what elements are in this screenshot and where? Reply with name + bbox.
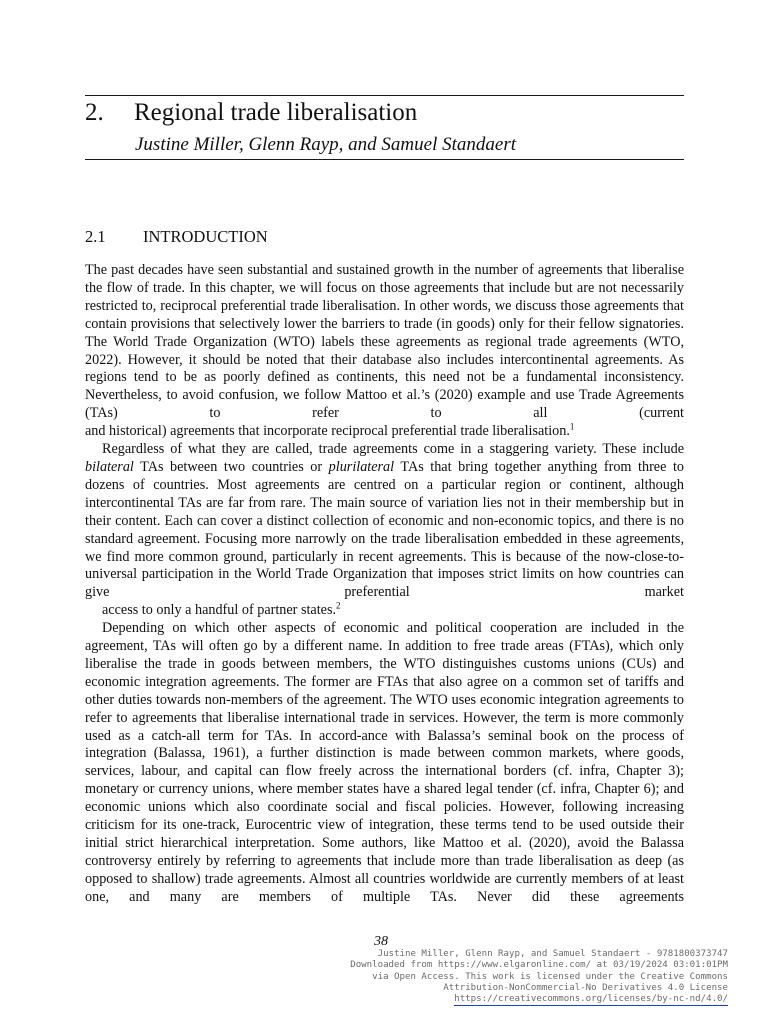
page-number: 38 xyxy=(374,934,388,949)
chapter-bottom-rule xyxy=(85,159,684,160)
paragraph-3 xyxy=(85,620,684,907)
download-stamp xyxy=(350,949,728,1005)
emphasis-plurilateral: plurilateral xyxy=(328,458,395,475)
stamp-line: Downloaded from https://www.elgaronline.com/ at 03/19/2024 03:01:01PM xyxy=(350,960,728,971)
section-number: 2.1 xyxy=(85,227,106,246)
section-heading xyxy=(85,226,268,248)
stamp-line: Justine Miller, Glenn Rayp, and Samuel Standaert - 9781800373747 xyxy=(377,949,728,959)
chapter-title: Regional trade liberalisation xyxy=(134,99,418,126)
license-link[interactable]: https://creativecommons.org/licenses/by-nc-nd/4.0/ xyxy=(454,994,728,1005)
stamp-line: Attribution-NonCommercial-No Derivatives 4.0 License xyxy=(443,982,728,993)
paragraph-last-line: and historical) agreements that incorporate reciprocal preferential trade liberalisation.$^1$ xyxy=(85,421,575,440)
emphasis-bilateral: bilateral xyxy=(85,458,134,475)
paragraph-2: Regardless of what they are called, trade agreements come in a staggering variety. These include bilateral TAs between two countries or plurilateral TAs that bring together anything from three to dozens of countries. Most agreements are centred on a particular region or continent, although intercontinental TAs are far from rare. The main source of variation lies not in their membership but in their content. Each can cover a distinct collection of economic and non-economic topics, and there is no standard agreement. Focusing more narrowly on the trade liberalisation embedded in these agreements, we find more common ground, particularly in recent agreements. This is because of the now-close-to-universal participation in the World Trade Organization that imposes strict limits on how countries can give preferential market access to only a handful of partner states.$^2$ xyxy=(85,441,684,619)
paragraph-1 xyxy=(85,262,684,441)
chapter-number: 2. xyxy=(85,99,104,126)
paragraph-last-line: access to only a handful of partner states.$^2$ xyxy=(102,600,341,619)
chapter-heading xyxy=(85,97,417,129)
paragraph-text: Depending on which other aspects of economic and political cooperation are included in the agreement, TAs will often go by a different name. In addition to free trade areas (FTAs), which only liberalise the trade in goods between members, the WTO distinguishes customs unions (CUs) and economic integration agreements. The former are FTAs that also agree on a common set of tariffs and other duties towards non-members of the agreement. The WTO uses economic integration agreements to refer to agreements that liberalise international trade in services. However, the term is more commonly used as a catch-all term for TAs. In accord-ance with Balassa’s seminal book on the process of integration (Balassa, 1961), a further distinction is made between common markets, where goods, services, labour, and capital can flow freely across the international borders (cf. infra, Chapter 3); monetary or currency unions, where member states have a shared legal tender (cf. infra, Chapter 6); and economic unions which also coordinate social and fiscal policies. However, following increasing criticism for its one-track, Eurocentric view of integration, these terms tend to be used outside their initial strict hierarchical interpretation. Some authors, like Mattoo et al. (2020), avoid the Balassa controversy entirely by referring to agreements that include more than trade liberalisation as deep (as opposed to shallow) trade agreements. Almost all countries worldwide are currently members of at least one, and many are members of multiple TAs. Never did these agreements xyxy=(85,620,684,905)
footnote-marker: 2 xyxy=(336,600,341,611)
body-text xyxy=(85,262,684,907)
chapter-authors: Justine Miller, Glenn Rayp, and Samuel Standaert xyxy=(135,134,516,155)
section-title: INTRODUCTION xyxy=(143,227,268,246)
paragraph-text: The past decades have seen substantial and sustained growth in the number of agreements that liberalise the flow of trade. In this chapter, we will focus on those agreements that include but are not necessarily restricted to, reciprocal preferential trade liberalisation. In other words, we discuss those agreements that contain provisions that selectively lower the barriers to trade (in goods) only for their fellow signatories. The World Trade Organization (WTO) labels these agreements as regional trade agreements (WTO, 2022). However, it should be noted that their database also includes intercontinental agreements. As regions tend to be as poorly defined as continents, this need not be a fundamental inconsistency. Nevertheless, to avoid confusion, we follow Mattoo et al.’s (2020) example and use Trade Agreements (TAs) to refer to all (current xyxy=(85,262,684,422)
chapter-top-rule xyxy=(85,95,684,96)
footnote-marker: 1 xyxy=(569,421,575,432)
stamp-line: via Open Access. This work is licensed under the Creative Commons xyxy=(372,971,728,982)
